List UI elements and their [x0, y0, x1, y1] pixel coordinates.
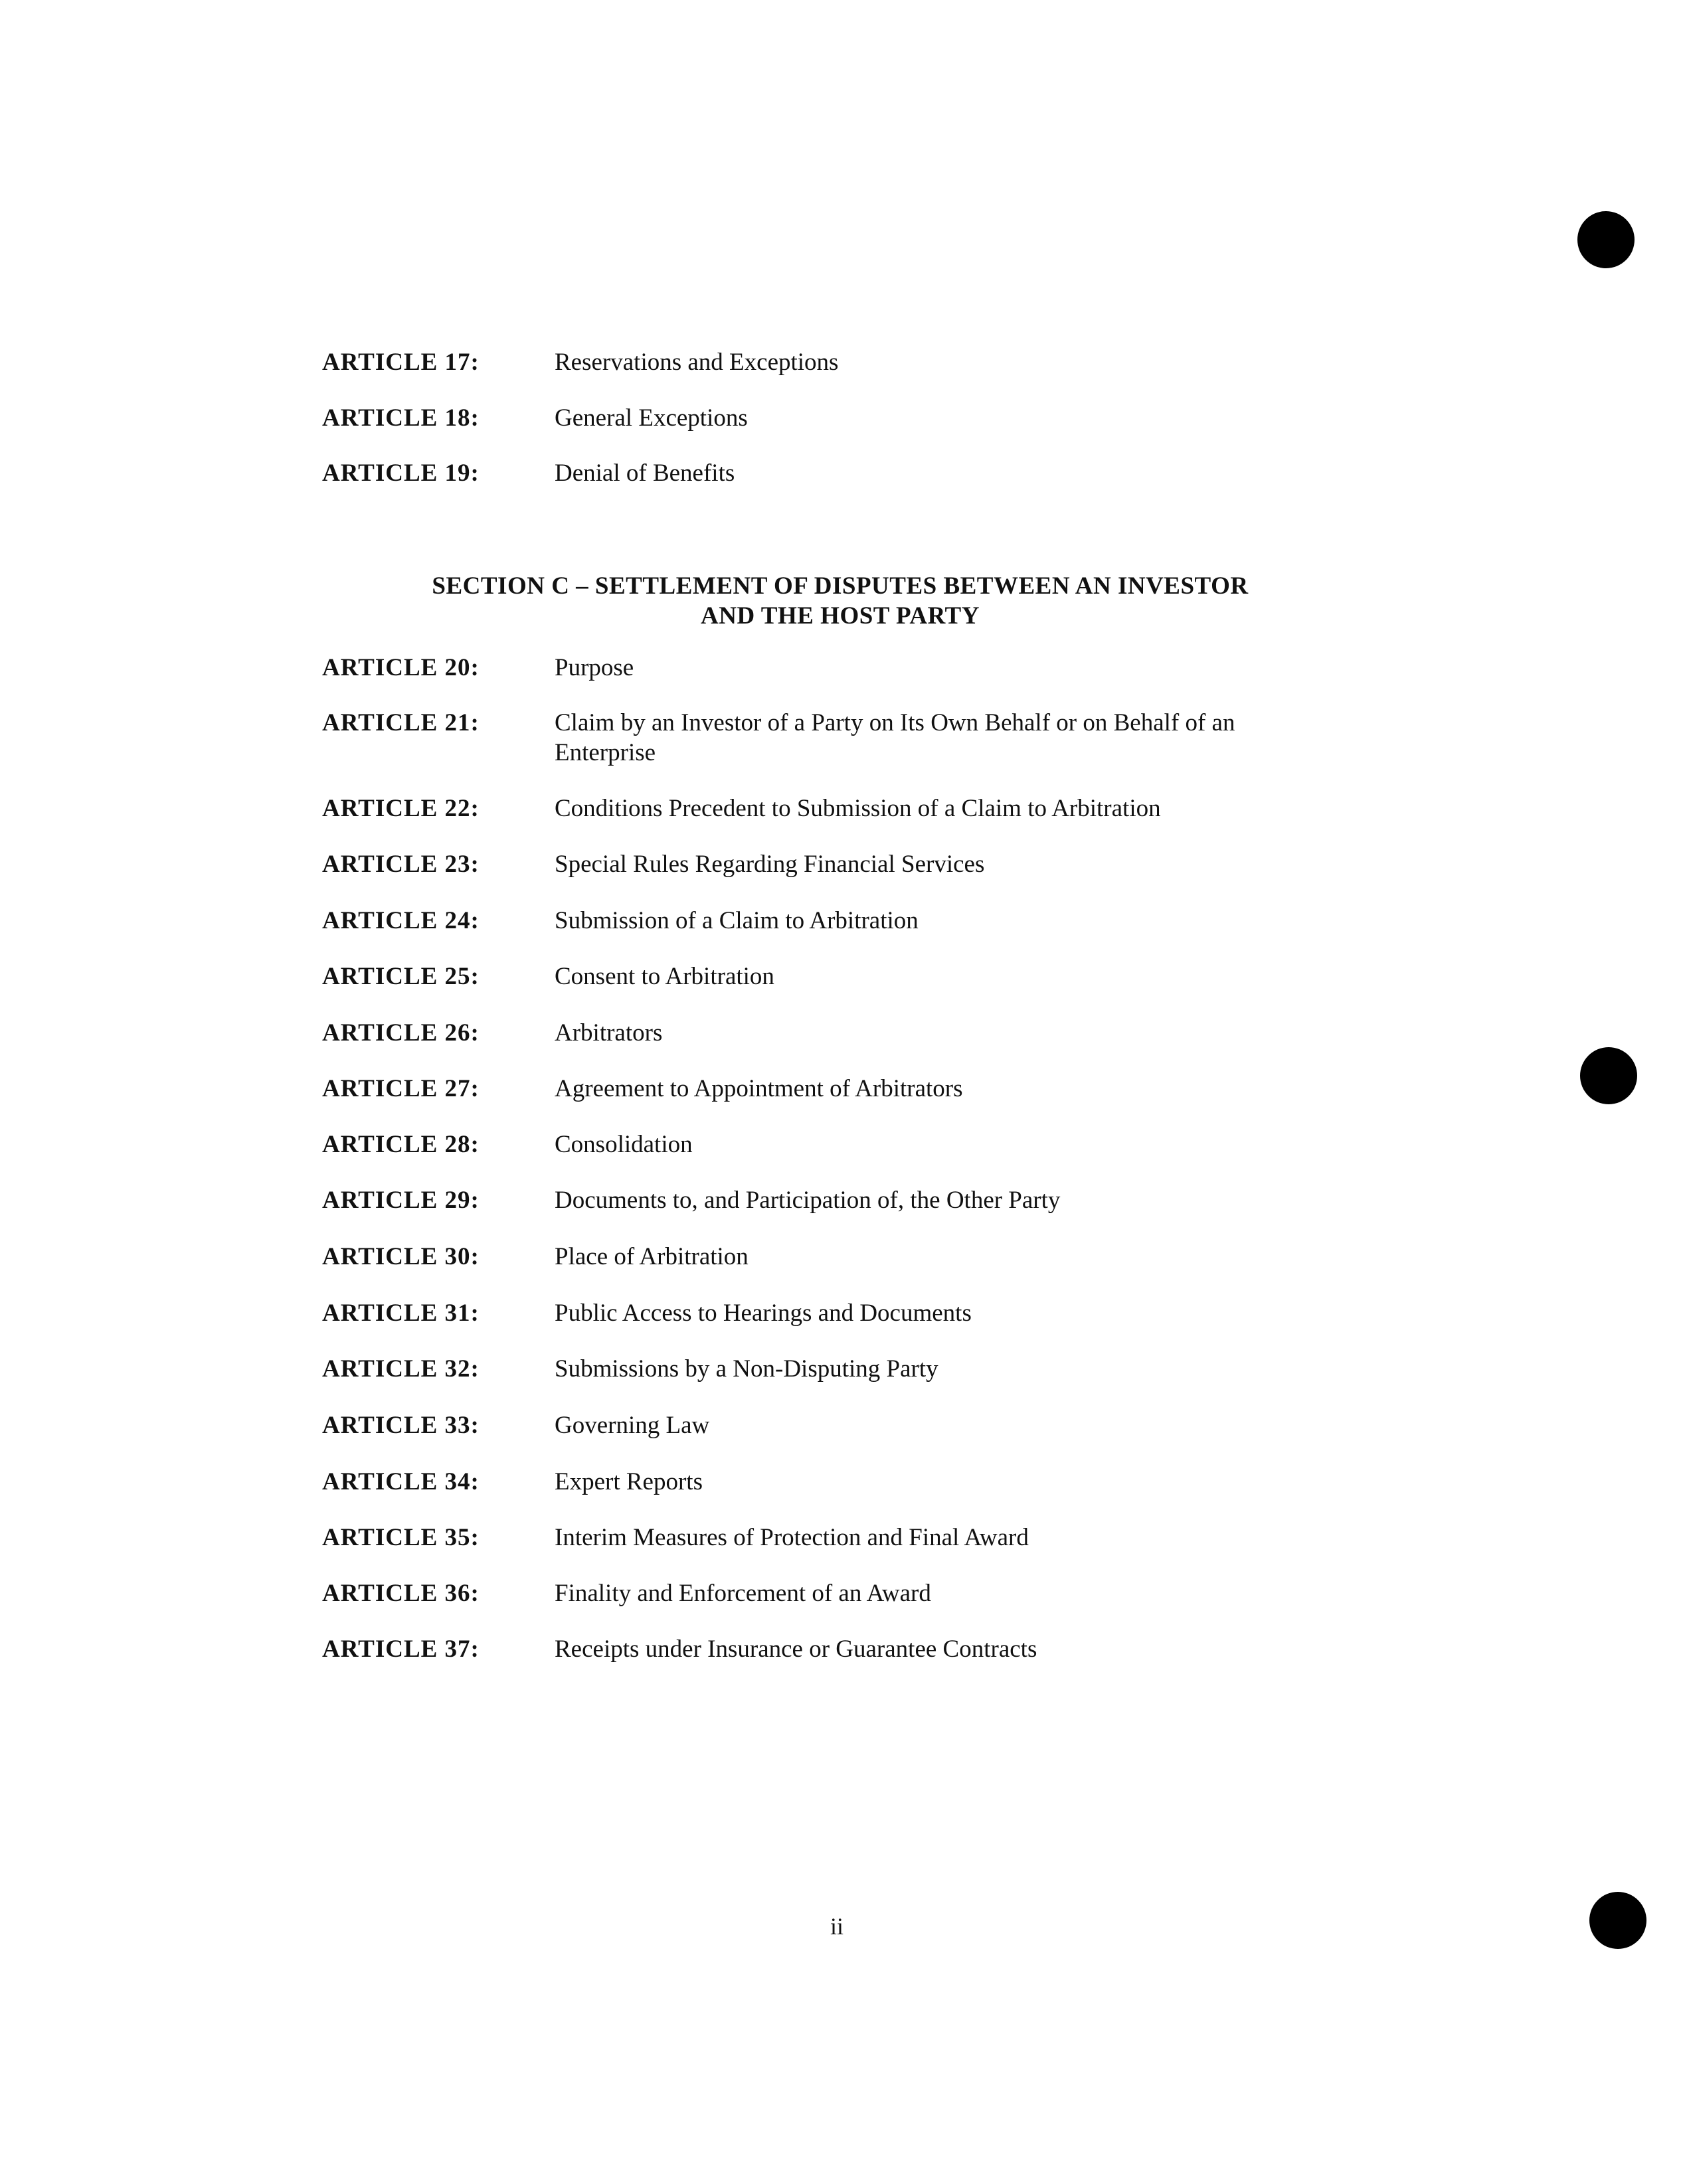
article-title: Denial of Benefits	[555, 460, 735, 487]
article-number: ARTICLE 22:	[322, 795, 480, 822]
article-title: Special Rules Regarding Financial Services	[555, 851, 985, 878]
punch-hole-icon	[1589, 1892, 1646, 1949]
section-heading	[332, 571, 1348, 631]
article-number: ARTICLE 26:	[322, 1019, 480, 1047]
article-number: ARTICLE 33:	[322, 1412, 480, 1439]
article-number: ARTICLE 21:	[322, 709, 480, 736]
article-title: Agreement to Appointment of Arbitrators	[555, 1075, 963, 1102]
article-number: ARTICLE 35:	[322, 1524, 480, 1551]
article-title: General Exceptions	[555, 404, 748, 432]
article-title: Arbitrators	[555, 1019, 663, 1047]
article-number: ARTICLE 25:	[322, 963, 480, 990]
article-number: ARTICLE 24:	[322, 907, 480, 934]
article-title: Receipts under Insurance or Guarantee Contracts	[555, 1636, 1037, 1663]
article-title: Governing Law	[555, 1412, 710, 1439]
article-number: ARTICLE 17:	[322, 349, 480, 376]
article-title: Documents to, and Participation of, the Other Party	[555, 1187, 1061, 1214]
article-number: ARTICLE 36:	[322, 1580, 480, 1607]
article-number: ARTICLE 34:	[322, 1468, 480, 1495]
article-number: ARTICLE 23:	[322, 851, 480, 878]
article-title: Expert Reports	[555, 1468, 703, 1495]
article-title: Reservations and Exceptions	[555, 349, 839, 376]
article-title: Claim by an Investor of a Party on Its Own Behalf or on Behalf of an Enterprise	[555, 709, 1235, 766]
article-number: ARTICLE 20:	[322, 654, 480, 681]
article-title: Interim Measures of Protection and Final Award	[555, 1524, 1029, 1551]
article-number: ARTICLE 27:	[322, 1075, 480, 1102]
section-heading-line-1: SECTION C – SETTLEMENT OF DISPUTES BETWEEN AN INVESTOR	[432, 572, 1249, 600]
article-title: Consent to Arbitration	[555, 963, 774, 990]
article-number: ARTICLE 30:	[322, 1243, 480, 1270]
article-number: ARTICLE 28:	[322, 1131, 480, 1158]
article-number: ARTICLE 18:	[322, 404, 480, 432]
article-title: Public Access to Hearings and Documents	[555, 1300, 972, 1327]
article-number: ARTICLE 32:	[322, 1355, 480, 1383]
article-title: Submission of a Claim to Arbitration	[555, 907, 919, 934]
article-number: ARTICLE 31:	[322, 1300, 480, 1327]
article-number: ARTICLE 37:	[322, 1636, 480, 1663]
article-number: ARTICLE 19:	[322, 460, 480, 487]
section-heading-line-2: AND THE HOST PARTY	[701, 602, 980, 630]
punch-hole-icon	[1577, 211, 1635, 268]
article-title: Purpose	[555, 654, 634, 681]
page-number: ii	[830, 1913, 843, 1940]
article-number: ARTICLE 29:	[322, 1187, 480, 1214]
article-title: Conditions Precedent to Submission of a Claim to Arbitration	[555, 795, 1161, 822]
punch-hole-icon	[1580, 1047, 1637, 1104]
article-title: Submissions by a Non-Disputing Party	[555, 1355, 938, 1383]
article-title: Finality and Enforcement of an Award	[555, 1580, 931, 1607]
article-title: Consolidation	[555, 1131, 693, 1158]
article-title: Place of Arbitration	[555, 1243, 749, 1270]
